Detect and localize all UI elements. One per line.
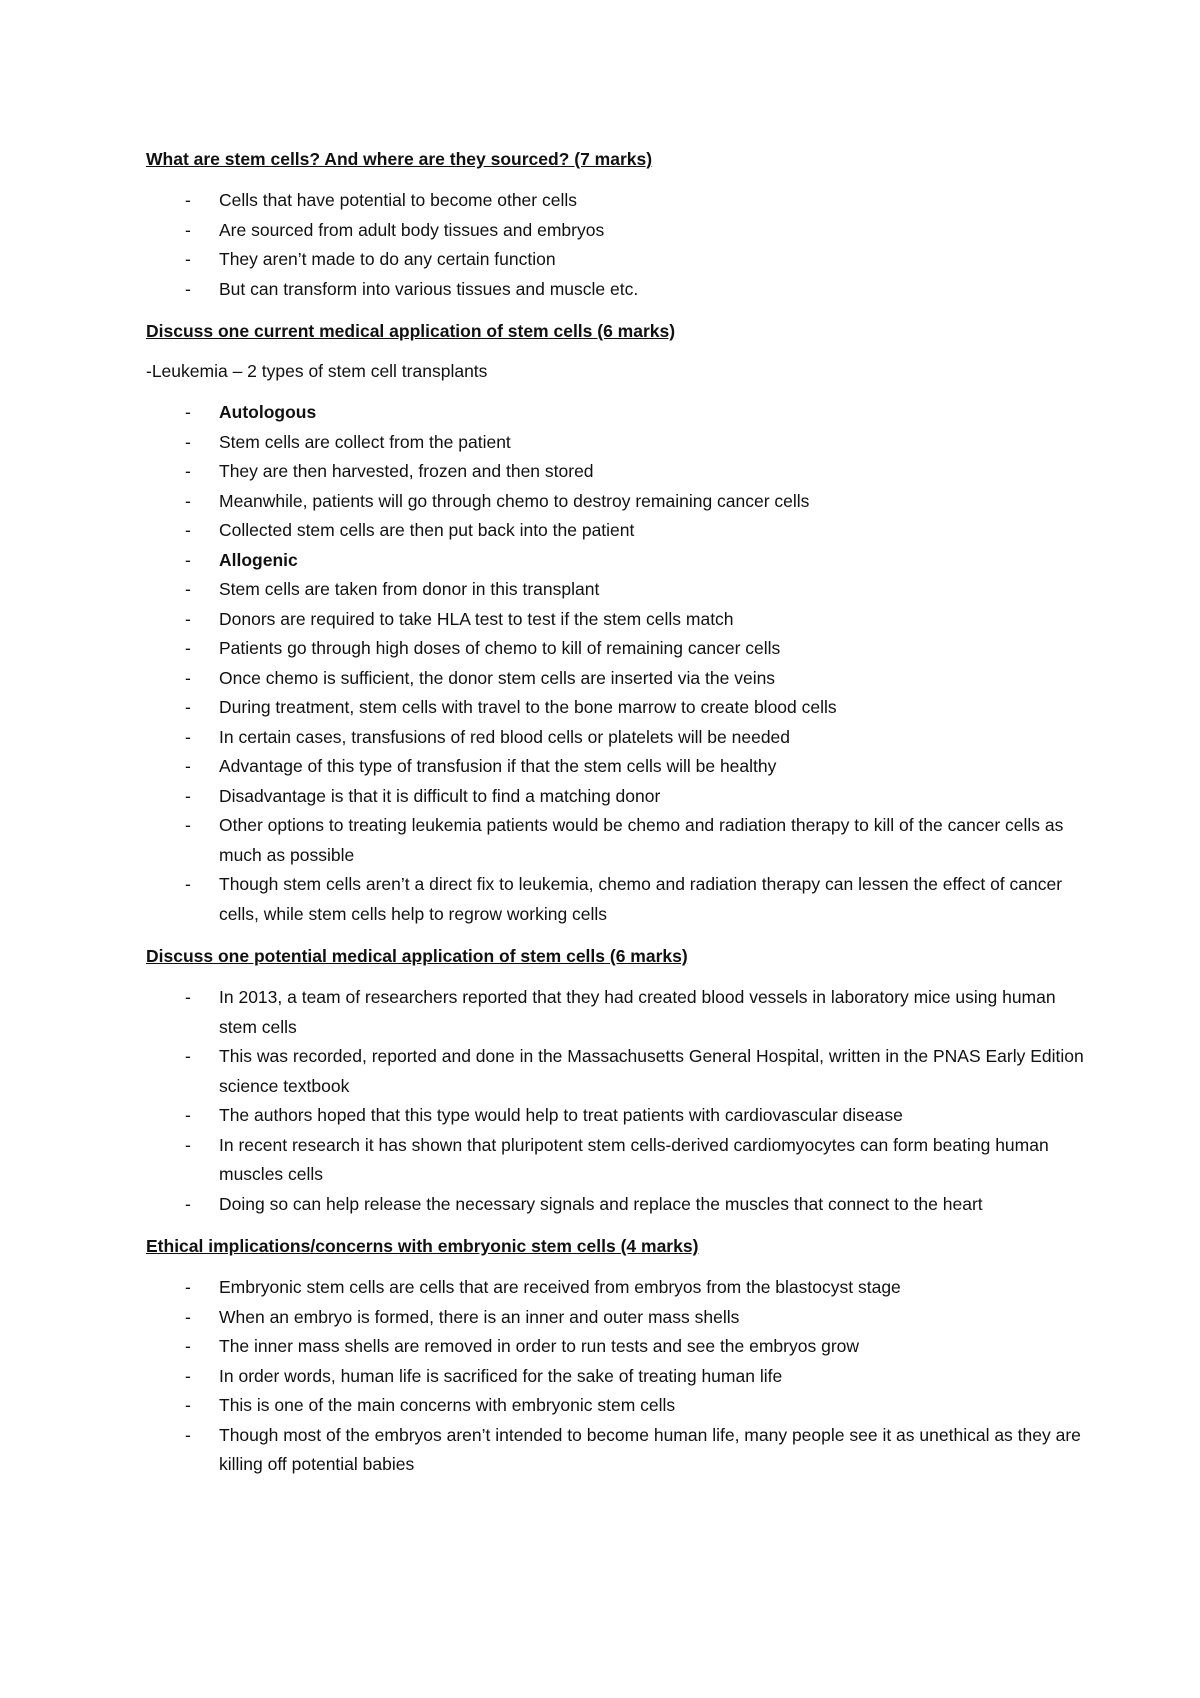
list-item-text: Cells that have potential to become other cells	[219, 190, 577, 210]
list-item	[146, 752, 1086, 782]
dash-bullet-icon: -	[185, 1306, 191, 1327]
document-section	[146, 1233, 1086, 1480]
list-item	[146, 811, 1086, 870]
dash-bullet-icon: -	[185, 579, 191, 599]
list-item	[146, 1303, 1086, 1333]
list-item	[146, 1131, 1086, 1190]
list-item-text: Advantage of this type of transfusion if that the stem cells will be healthy	[219, 756, 777, 776]
section-heading: Ethical implications/concerns with embryonic stem cells (4 marks)	[146, 1236, 699, 1256]
list-item-text: Other options to treating leukemia patients would be chemo and radiation therapy to kill of the cancer cells as much as possible	[219, 815, 1064, 865]
dash-bullet-icon: -	[185, 1336, 191, 1356]
list-item-text: Once chemo is sufficient, the donor stem cells are inserted via the veins	[219, 667, 776, 688]
dash-bullet-icon: -	[185, 667, 191, 688]
list-item-text: They aren’t made to do any certain function	[219, 249, 556, 269]
list-item	[146, 457, 1086, 487]
list-item-text: They are then harvested, frozen and then stored	[219, 461, 594, 481]
list-item	[146, 1362, 1086, 1392]
list-item	[146, 1332, 1086, 1362]
list-item-text: Collected stem cells are then put back into the patient	[219, 520, 635, 540]
dash-bullet-icon: -	[185, 697, 191, 717]
list-item-text: Autologous	[219, 402, 317, 422]
list-item-text: But can transform into various tissues and muscle etc.	[219, 278, 639, 299]
document-page	[146, 146, 1086, 1494]
list-item-text: In recent research it has shown that pluripotent stem cells-derived cardiomyocytes can form beating human muscles cells	[219, 1134, 1049, 1184]
list-item	[146, 275, 1086, 305]
dash-bullet-icon: -	[185, 190, 191, 210]
dash-bullet-icon: -	[185, 431, 191, 452]
list-item-text: Though stem cells aren’t a direct fix to leukemia, chemo and radiation therapy can lessen the effect of cancer cells, while stem cells help to regrow working cells	[219, 874, 1063, 924]
dash-bullet-icon: -	[185, 461, 191, 481]
list-item-text: The authors hoped that this type would help to treat patients with cardiovascular disease	[219, 1105, 903, 1125]
list-item	[146, 487, 1086, 517]
list-item	[146, 1101, 1086, 1131]
list-item	[146, 1042, 1086, 1101]
list-item	[146, 245, 1086, 275]
list-item-text: Though most of the embryos aren’t intended to become human life, many people see it as unethical as they are killing off potential babies	[219, 1424, 1081, 1474]
list-item	[146, 723, 1086, 753]
list-item-text: Stem cells are collect from the patient	[219, 431, 511, 452]
list-item	[146, 1391, 1086, 1421]
list-item	[146, 634, 1086, 664]
list-item	[146, 216, 1086, 246]
bullet-list	[146, 186, 1086, 304]
dash-bullet-icon: -	[185, 1395, 191, 1415]
list-item	[146, 398, 1086, 428]
list-item	[146, 575, 1086, 605]
list-item	[146, 186, 1086, 216]
dash-bullet-icon: -	[185, 608, 191, 629]
dash-bullet-icon: -	[185, 785, 191, 806]
dash-bullet-icon: -	[185, 520, 191, 540]
dash-bullet-icon: -	[185, 549, 191, 570]
list-item	[146, 693, 1086, 723]
bullet-list	[146, 398, 1086, 929]
list-item	[146, 1273, 1086, 1303]
list-item-text: Donors are required to take HLA test to test if the stem cells match	[219, 608, 734, 629]
list-item-text: In certain cases, transfusions of red blood cells or platelets will be needed	[219, 726, 791, 747]
document-section	[146, 943, 1086, 1219]
dash-bullet-icon: -	[185, 1193, 191, 1214]
dash-bullet-icon: -	[185, 1424, 191, 1445]
list-item-text: Allogenic	[219, 549, 298, 570]
document-section	[146, 318, 1086, 929]
list-item	[146, 664, 1086, 694]
section-heading: What are stem cells? And where are they sourced? (7 marks)	[146, 149, 653, 169]
list-item	[146, 983, 1086, 1042]
dash-bullet-icon: -	[185, 219, 191, 240]
list-item-text: Doing so can help release the necessary signals and replace the muscles that connect to the heart	[219, 1193, 983, 1214]
list-item-text: Patients go through high doses of chemo to kill of remaining cancer cells	[219, 638, 781, 658]
list-item-text: During treatment, stem cells with travel to the bone marrow to create blood cells	[219, 697, 837, 717]
dash-bullet-icon: -	[185, 490, 191, 511]
dash-bullet-icon: -	[185, 756, 191, 776]
list-item-text: When an embryo is formed, there is an inner and outer mass shells	[219, 1306, 740, 1327]
document-section	[146, 146, 1086, 304]
list-item	[146, 546, 1086, 576]
list-item-text: Embryonic stem cells are cells that are received from embryos from the blastocyst stage	[219, 1277, 901, 1297]
dash-bullet-icon: -	[185, 1105, 191, 1125]
bullet-list	[146, 1273, 1086, 1480]
list-item	[146, 516, 1086, 546]
list-item	[146, 1421, 1086, 1480]
dash-bullet-icon: -	[185, 815, 191, 835]
bullet-list	[146, 983, 1086, 1219]
list-item-text: Are sourced from adult body tissues and embryos	[219, 219, 605, 240]
list-item	[146, 782, 1086, 812]
list-item-text: Disadvantage is that it is difficult to find a matching donor	[219, 785, 661, 806]
section-heading: Discuss one current medical application of stem cells (6 marks)	[146, 321, 676, 341]
section-intro: -Leukemia – 2 types of stem cell transplants	[146, 361, 488, 381]
list-item	[146, 870, 1086, 929]
list-item-text: This was recorded, reported and done in the Massachusetts General Hospital, written in the PNAS Early Edition science textbook	[219, 1046, 1084, 1096]
dash-bullet-icon: -	[185, 874, 191, 894]
list-item-text: This is one of the main concerns with embryonic stem cells	[219, 1395, 676, 1415]
list-item-text: In 2013, a team of researchers reported that they had created blood vessels in laboratory mice using human stem cells	[219, 987, 1056, 1037]
dash-bullet-icon: -	[185, 1277, 191, 1297]
section-heading: Discuss one potential medical application of stem cells (6 marks)	[146, 946, 688, 966]
dash-bullet-icon: -	[185, 1365, 191, 1386]
dash-bullet-icon: -	[185, 987, 191, 1007]
list-item	[146, 1190, 1086, 1220]
list-item	[146, 428, 1086, 458]
dash-bullet-icon: -	[185, 1046, 191, 1066]
list-item-text: Meanwhile, patients will go through chemo to destroy remaining cancer cells	[219, 490, 810, 511]
list-item-text: In order words, human life is sacrificed for the sake of treating human life	[219, 1365, 783, 1386]
dash-bullet-icon: -	[185, 402, 191, 422]
list-item-text: Stem cells are taken from donor in this transplant	[219, 579, 600, 599]
dash-bullet-icon: -	[185, 278, 191, 299]
list-item-text: The inner mass shells are removed in order to run tests and see the embryos grow	[219, 1336, 860, 1356]
dash-bullet-icon: -	[185, 638, 191, 658]
dash-bullet-icon: -	[185, 249, 191, 269]
dash-bullet-icon: -	[185, 1134, 191, 1155]
list-item	[146, 605, 1086, 635]
dash-bullet-icon: -	[185, 726, 191, 747]
